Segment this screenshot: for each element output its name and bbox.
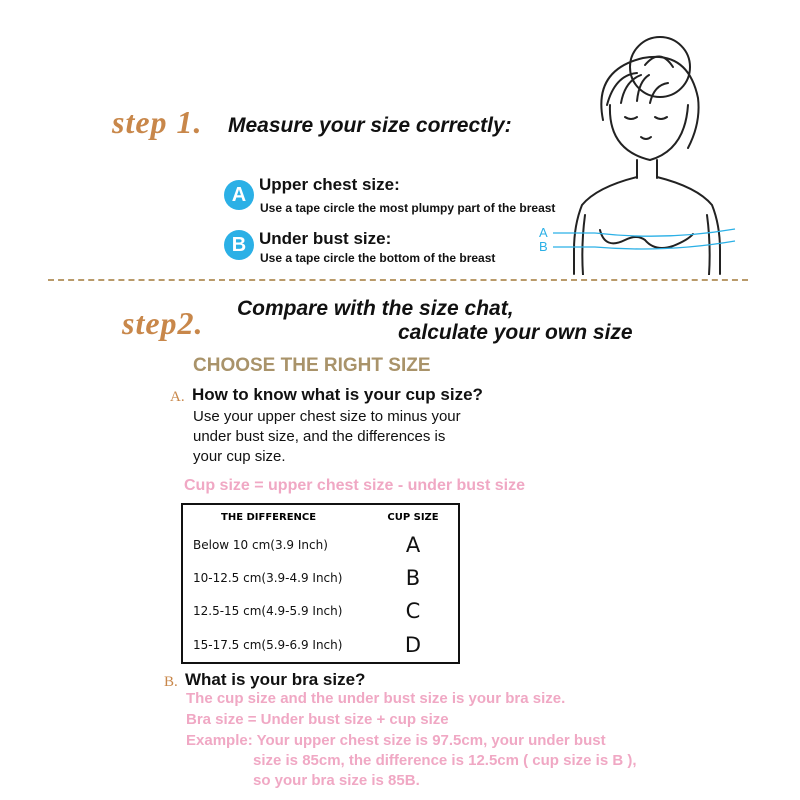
section-b-title: What is your bra size? (185, 670, 366, 689)
table-row (182, 595, 459, 628)
section-divider (48, 279, 748, 281)
cup-cell: A (405, 532, 421, 557)
upper-chest-badge: A (224, 180, 254, 210)
section-a-title: How to know what is your cup size? (192, 385, 483, 404)
cup-size-formula: Cup size = upper chest size - under bust size (184, 477, 525, 494)
cup-cell: D (404, 633, 422, 658)
under-bust-desc: Use a tape circle the bottom of the breast (260, 251, 496, 265)
step2-heading-line2: calculate your own size (398, 321, 633, 344)
section-a-body-line: Use your upper chest size to minus your (193, 408, 461, 425)
bra-size-line: Bra size = Under bust size + cup size (186, 711, 449, 728)
bra-size-line: size is 85cm, the difference is 12.5cm ( cup size is B ), (253, 752, 637, 769)
table-header-row (182, 504, 459, 528)
difference-cell: 12.5-15 cm(4.9-5.9 Inch) (193, 604, 343, 619)
section-a-body-line: your cup size. (193, 448, 286, 465)
upper-chest-desc: Use a tape circle the most plumpy part of the breast (260, 201, 556, 215)
step1-script-label: step 1. (112, 104, 203, 140)
step2-heading-line1: Compare with the size chat, (237, 297, 514, 320)
difference-cell: 10-12.5 cm(3.9-4.9 Inch) (193, 571, 343, 586)
table-row (182, 628, 459, 663)
under-bust-label: Under bust size: (259, 229, 392, 248)
bra-size-line: The cup size and the under bust size is your bra size. (186, 690, 566, 707)
section-b-letter: B. (164, 674, 178, 690)
marker-a: A (539, 225, 548, 240)
section-a-body-line: under bust size, and the differences is (193, 428, 446, 445)
choose-size-title: CHOOSE THE RIGHT SIZE (193, 355, 431, 376)
marker-b: B (539, 239, 548, 254)
header-difference: THE DIFFERENCE (221, 512, 317, 523)
difference-cell: Below 10 cm(3.9 Inch) (193, 537, 328, 552)
table-row (182, 528, 459, 561)
step1-heading: Measure your size correctly: (228, 114, 512, 137)
woman-illustration (515, 25, 745, 275)
step2-script-label: step2. (122, 305, 204, 341)
section-a-body (193, 407, 461, 467)
cup-cell: C (405, 599, 421, 624)
difference-cell: 15-17.5 cm(5.9-6.9 Inch) (193, 638, 343, 653)
upper-chest-label: Upper chest size: (259, 175, 400, 194)
under-bust-badge: B (224, 230, 254, 260)
bra-size-line: so your bra size is 85B. (253, 772, 420, 789)
cup-cell: B (405, 566, 421, 591)
header-cup-size: CUP SIZE (387, 512, 439, 523)
size-table (181, 503, 460, 664)
table-row (182, 561, 459, 594)
bra-size-line: Example: Your upper chest size is 97.5cm, your under bust (186, 732, 606, 749)
section-a-letter: A. (170, 389, 185, 405)
